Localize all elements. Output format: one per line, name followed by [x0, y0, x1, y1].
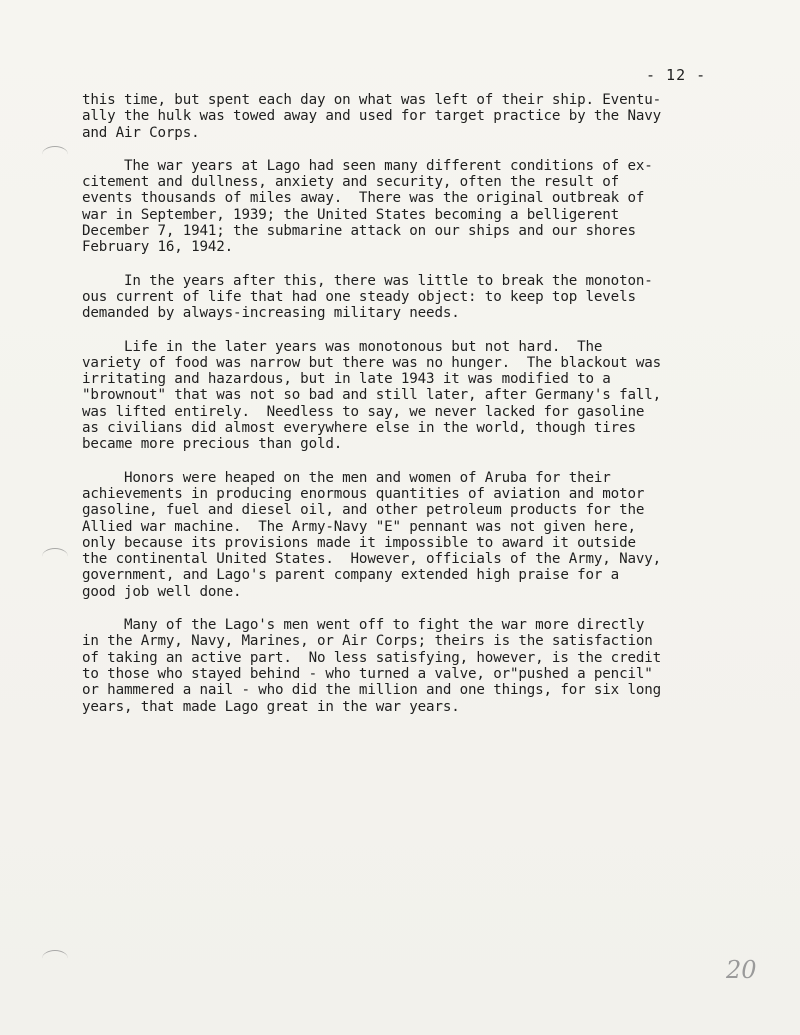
text-line: demanded by always-increasing military needs.: [82, 305, 460, 322]
handwritten-page-note: 20: [726, 956, 757, 984]
document-body: [82, 92, 742, 732]
text-line: Many of the Lago's men went off to fight the war more directly: [82, 617, 645, 634]
text-line: The war years at Lago had seen many different conditions of ex-: [82, 157, 653, 174]
text-line: as civilians did almost everywhere else in the world, though tires: [82, 420, 636, 437]
punch-hole-mark: [42, 146, 68, 163]
text-line: In the years after this, there was little to break the monoton-: [82, 272, 653, 289]
text-line: variety of food was narrow but there was no hunger. The blackout was: [82, 354, 662, 371]
paragraph: [82, 273, 742, 322]
punch-hole-mark: [42, 950, 68, 967]
text-line: only because its provisions made it impossible to award it outside: [82, 534, 636, 551]
text-line: Honors were heaped on the men and women of Aruba for their: [82, 469, 611, 486]
text-line: irritating and hazardous, but in late 1943 it was modified to a: [82, 371, 611, 388]
text-line: ous current of life that had one steady object: to keep top levels: [82, 288, 636, 305]
text-line: Life in the later years was monotonous but not hard. The: [82, 338, 603, 355]
text-line: gasoline, fuel and diesel oil, and other petroleum products for the: [82, 502, 645, 519]
text-line: was lifted entirely. Needless to say, we never lacked for gasoline: [82, 403, 645, 420]
paragraph: [82, 158, 742, 256]
text-line: the continental United States. However, officials of the Army, Navy,: [82, 551, 662, 568]
paragraph: [82, 92, 742, 141]
text-line: December 7, 1941; the submarine attack on our ships and our shores: [82, 223, 636, 240]
text-line: in the Army, Navy, Marines, or Air Corps; theirs is the satisfaction: [82, 633, 653, 650]
text-line: government, and Lago's parent company extended high praise for a: [82, 567, 620, 584]
text-line: to those who stayed behind - who turned a valve, or"pushed a pencil": [82, 665, 653, 682]
text-line: Allied war machine. The Army-Navy "E" pennant was not given here,: [82, 518, 636, 535]
paragraph: [82, 470, 742, 600]
text-line: this time, but spent each day on what was left of their ship. Eventu-: [82, 92, 662, 108]
paragraph: [82, 339, 742, 453]
text-line: years, that made Lago great in the war years.: [82, 698, 460, 715]
text-line: ally the hulk was towed away and used for target practice by the Navy: [82, 108, 662, 125]
text-line: good job well done.: [82, 583, 242, 600]
text-line: February 16, 1942.: [82, 239, 234, 256]
text-line: events thousands of miles away. There was the original outbreak of: [82, 190, 645, 207]
text-line: citement and dullness, anxiety and security, often the result of: [82, 174, 620, 191]
text-line: and Air Corps.: [82, 124, 200, 141]
page-number: - 12 -: [646, 66, 707, 84]
paragraph: [82, 617, 742, 715]
punch-hole-mark: [42, 548, 68, 565]
text-line: or hammered a nail - who did the million and one things, for six long: [82, 682, 662, 699]
text-line: war in September, 1939; the United States becoming a belligerent: [82, 206, 620, 223]
text-line: achievements in producing enormous quantities of aviation and motor: [82, 485, 645, 502]
text-line: "brownout" that was not so bad and still later, after Germany's fall,: [82, 387, 662, 404]
text-line: of taking an active part. No less satisfying, however, is the credit: [82, 649, 662, 666]
text-line: became more precious than gold.: [82, 436, 343, 453]
